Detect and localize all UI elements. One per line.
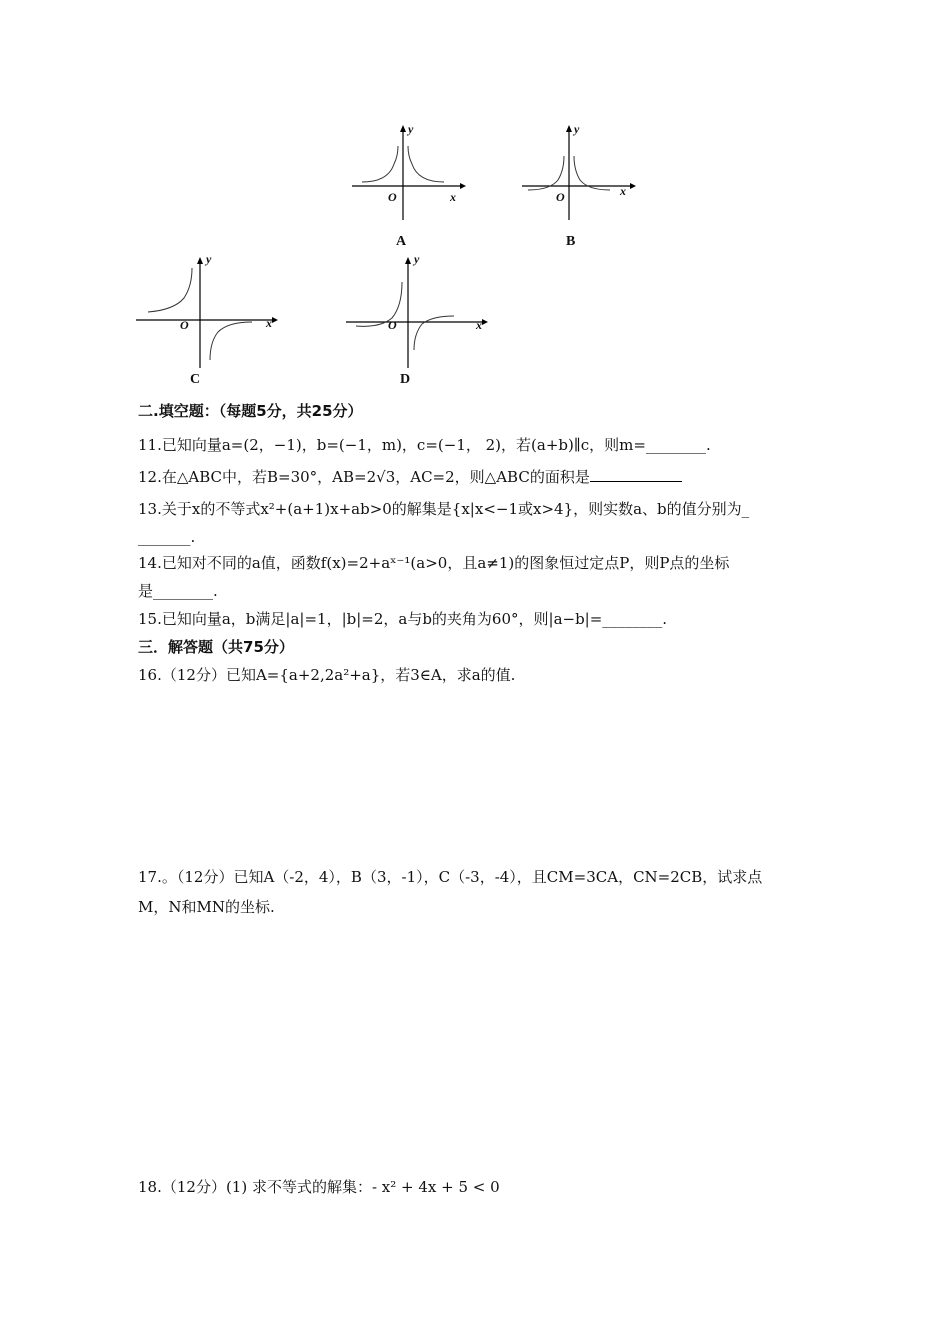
graph-a <box>348 120 468 220</box>
graph-b-x-label: x <box>620 184 626 198</box>
graph-c-origin-label: O <box>180 318 189 332</box>
question-14-line-1: 14.已知对不同的a值，函数f(x)=2+aˣ⁻¹(a>0，且a≠1)的图象恒过定点P，则P点的坐标 <box>138 554 730 572</box>
graph-a-y-label: y <box>408 122 414 136</box>
graph-c <box>134 250 284 370</box>
graph-c-x-label: x <box>266 316 272 330</box>
question-17-line-1: 17.。（12分）已知A（-2，4），B（3，-1），C（-3，-4），且CM=3CA，CN=2CB，试求点 <box>138 868 763 886</box>
question-15: 15.已知向量a，b满足|a|=1，|b|=2，a与b的夹角为60°，则|a−b|=________. <box>138 610 668 628</box>
graph-b-y-label: y <box>574 122 580 136</box>
graph-a-label: A <box>396 234 407 249</box>
question-12 <box>138 466 682 488</box>
question-13-line-1: 13.关于x的不等式x²+(a+1)x+ab>0的解集是{x|x<−1或x>4}，则实数a、b的值分别为_ <box>138 500 750 518</box>
question-11: 11.已知向量a=(2，−1)，b=(−1，m)，c=(−1， 2)，若(a+b)∥c，则m=________. <box>138 436 711 454</box>
section-3-title: 三．解答题（共75分） <box>138 638 294 656</box>
graph-b-label: B <box>566 234 576 249</box>
graph-b-origin-label: O <box>556 190 565 204</box>
question-17-line-2: M，N和MN的坐标. <box>138 898 275 916</box>
question-14-line-2: 是________. <box>138 582 218 600</box>
question-16: 16.（12分）已知A={a+2,2a²+a}，若3∈A，求a的值. <box>138 666 516 684</box>
graph-c-y-label: y <box>206 252 212 266</box>
section-2-title: 二.填空题：（每题5分，共25分） <box>138 402 363 420</box>
graph-d-x-label: x <box>476 318 482 332</box>
question-12-text: 12.在△ABC中，若B=30°，AB=2√3，AC=2，则△ABC的面积是 <box>138 468 590 486</box>
graph-d-origin-label: O <box>388 318 397 332</box>
graph-d-y-label: y <box>414 252 420 266</box>
graph-b <box>518 120 638 220</box>
graph-d <box>344 250 494 370</box>
question-13-line-2: _______. <box>138 528 196 546</box>
graph-a-origin-label: O <box>388 190 397 204</box>
graph-d-svg <box>344 250 494 370</box>
graph-d-label: D <box>400 372 411 387</box>
graph-c-svg <box>134 250 284 370</box>
question-18: 18.（12分）(1) 求不等式的解集：- x² + 4x + 5 < 0 <box>138 1178 500 1196</box>
graph-a-x-label: x <box>450 190 456 204</box>
question-12-blank <box>590 467 682 482</box>
graph-c-label: C <box>190 372 201 387</box>
